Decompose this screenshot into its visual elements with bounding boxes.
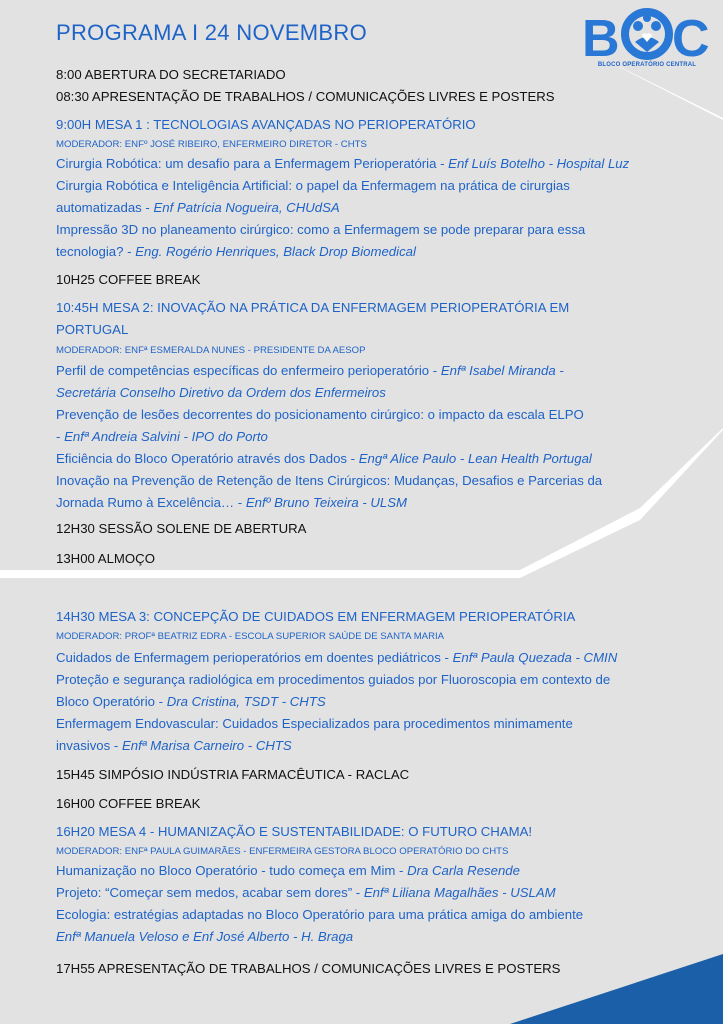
logo-subtitle: BLOCO OPERATÓRIO CENTRAL	[597, 62, 697, 68]
session-heading	[56, 299, 569, 317]
session-heading	[56, 608, 575, 626]
line-text: Perfil de competências específicas do enfermeiro perioperatório -	[56, 363, 441, 378]
line-text: Impressão 3D no planeamento cirúrgico: como a Enfermagem se pode preparar para essa	[56, 222, 586, 237]
line-text: automatizadas -	[56, 200, 154, 215]
line-text: 13H00 ALMOÇO	[56, 551, 155, 566]
talk-line	[56, 715, 573, 733]
talk-line	[56, 243, 416, 261]
logo-mark-icon	[580, 6, 714, 62]
speaker-name: Dra Carla Resende	[407, 863, 520, 878]
talk-line	[56, 428, 268, 446]
line-text: tecnologia? -	[56, 244, 136, 259]
talk-line	[56, 693, 326, 711]
line-text: Prevenção de lesões decorrentes do posicionamento cirúrgico: o impacto da escala ELPO	[56, 407, 584, 422]
talk-line	[56, 862, 520, 880]
speaker-name: Dra Cristina, TSDT - CHTS	[166, 694, 326, 709]
talk-line	[56, 649, 617, 667]
logo	[580, 6, 714, 76]
speaker-name: Eng. Rogério Henriques, Black Drop Biomedical	[135, 244, 416, 259]
logo-letter-c: C	[672, 10, 710, 62]
line-text: Enfermagem Endovascular: Cuidados Especializados para procedimentos minimamente	[56, 716, 573, 731]
talk-line	[56, 671, 610, 689]
moderator-line	[56, 136, 367, 154]
line-text: Cuidados de Enfermagem perioperatórios em doentes pediátricos -	[56, 650, 453, 665]
session-heading	[56, 116, 476, 134]
moderator-line	[56, 342, 366, 360]
schedule-item	[56, 88, 555, 106]
talk-line	[56, 737, 292, 755]
speaker-name: Enf Patrícia Nogueira, CHUdSA	[153, 200, 340, 215]
line-text: 15H45 SIMPÓSIO INDÚSTRIA FARMACÊUTICA - RACLAC	[56, 767, 410, 782]
talk-line	[56, 362, 564, 380]
line-text: 8:00 ABERTURA DO SECRETARIADO	[56, 67, 286, 82]
line-text: 12H30 SESSÃO SOLENE DE ABERTURA	[56, 521, 307, 536]
schedule-item	[56, 795, 200, 813]
session-heading	[56, 823, 532, 841]
talk-line	[56, 450, 592, 468]
line-text: 16H00 COFFEE BREAK	[56, 796, 201, 811]
line-text: Ecologia: estratégias adaptadas no Bloco Operatório para uma prática amiga do ambiente	[56, 907, 584, 922]
talk-line	[56, 906, 583, 924]
speaker-name: Enfª Isabel Miranda -	[440, 363, 564, 378]
line-text: Humanização no Bloco Operatório - tudo começa em Mim -	[56, 863, 408, 878]
line-text: 08:30 APRESENTAÇÃO DE TRABALHOS / COMUNICAÇÕES LIVRES E POSTERS	[56, 89, 555, 104]
line-text: Cirurgia Robótica e Inteligência Artificial: o papel da Enfermagem na prática de cirurgias	[56, 178, 570, 193]
schedule-item	[56, 66, 286, 84]
line-text: MODERADOR: ENFª ESMERALDA NUNES - PRESIDENTE DA AESOP	[56, 345, 366, 356]
schedule-item	[56, 271, 200, 289]
line-text: MODERADOR: ENFº JOSÉ RIBEIRO, ENFERMEIRO DIRETOR - CHTS	[56, 139, 367, 150]
moderator-line	[56, 628, 444, 646]
moderator-line	[56, 843, 508, 861]
speaker-name: Engª Alice Paulo - Lean Health Portugal	[358, 451, 592, 466]
line-text: MODERADOR: PROFª BEATRIZ EDRA - ESCOLA SUPERIOR SAÚDE DE SANTA MARIA	[56, 631, 445, 642]
line-text: 17H55 APRESENTAÇÃO DE TRABALHOS / COMUNICAÇÕES LIVRES E POSTERS	[56, 961, 561, 976]
schedule-item	[56, 550, 155, 568]
line-text: Eficiência do Bloco Operatório através dos Dados -	[56, 451, 359, 466]
talk-line	[56, 928, 353, 946]
talk-line	[56, 494, 407, 512]
schedule-item	[56, 520, 306, 538]
line-text: 16H20 MESA 4 - HUMANIZAÇÃO E SUSTENTABILIDADE: O FUTURO CHAMA!	[56, 824, 533, 839]
line-text: Cirurgia Robótica: um desafio para a Enfermagem Perioperatória -	[56, 156, 449, 171]
line-text: Projeto: “Começar sem medos, acabar sem dores” -	[56, 885, 364, 900]
line-text: 9:00H MESA 1 : TECNOLOGIAS AVANÇADAS NO PERIOPERATÓRIO	[56, 117, 476, 132]
talk-line	[56, 199, 340, 217]
speaker-name: Enfª Manuela Veloso e Enf José Alberto - H. Braga	[56, 929, 354, 944]
session-heading	[56, 321, 128, 339]
line-text: Proteção e segurança radiológica em procedimentos guiados por Fluoroscopia em contexto de	[56, 672, 611, 687]
line-text: MODERADOR: ENFª PAULA GUIMARÃES - ENFERMEIRA GESTORA BLOCO OPERATÓRIO DO CHTS	[56, 846, 509, 857]
speaker-name: Enfª Marisa Carneiro - CHTS	[121, 738, 292, 753]
talk-line	[56, 177, 570, 195]
talk-line	[56, 884, 556, 902]
logo-letter-b: B	[582, 10, 620, 62]
speaker-name: Enf Luís Botelho - Hospital Luz	[448, 156, 630, 171]
speaker-name: Enfª Andreia Salvini - IPO do Porto	[64, 429, 268, 444]
line-text: -	[56, 429, 65, 444]
speaker-name: Secretária Conselho Diretivo da Ordem dos Enfermeiros	[56, 385, 386, 400]
speaker-name: Enfª Liliana Magalhães - USLAM	[363, 885, 556, 900]
speaker-name: Enfº Bruno Teixeira - ULSM	[245, 495, 408, 510]
schedule-item	[56, 766, 409, 784]
line-text: Inovação na Prevenção de Retenção de Itens Cirúrgicos: Mudanças, Desafios e Parcerias da	[56, 473, 603, 488]
line-text: invasivos -	[56, 738, 122, 753]
line-text: 10:45H MESA 2: INOVAÇÃO NA PRÁTICA DA ENFERMAGEM PERIOPERATÓRIA EM	[56, 300, 570, 315]
line-text: 14H30 MESA 3: CONCEPÇÃO DE CUIDADOS EM ENFERMAGEM PERIOPERATÓRIA	[56, 609, 576, 624]
line-text: Bloco Operatório -	[56, 694, 167, 709]
line-text: PORTUGAL	[56, 322, 129, 337]
page-title: PROGRAMA I 24 NOVEMBRO	[56, 20, 368, 45]
schedule-item	[56, 960, 560, 978]
line-text: 10H25 COFFEE BREAK	[56, 272, 201, 287]
talk-line	[56, 221, 585, 239]
speaker-name: Enfª Paula Quezada - CMIN	[452, 650, 618, 665]
talk-line	[56, 406, 584, 424]
talk-line	[56, 384, 386, 402]
line-text: Jornada Rumo à Excelência… -	[56, 495, 246, 510]
talk-line	[56, 472, 602, 490]
talk-line	[56, 155, 629, 173]
